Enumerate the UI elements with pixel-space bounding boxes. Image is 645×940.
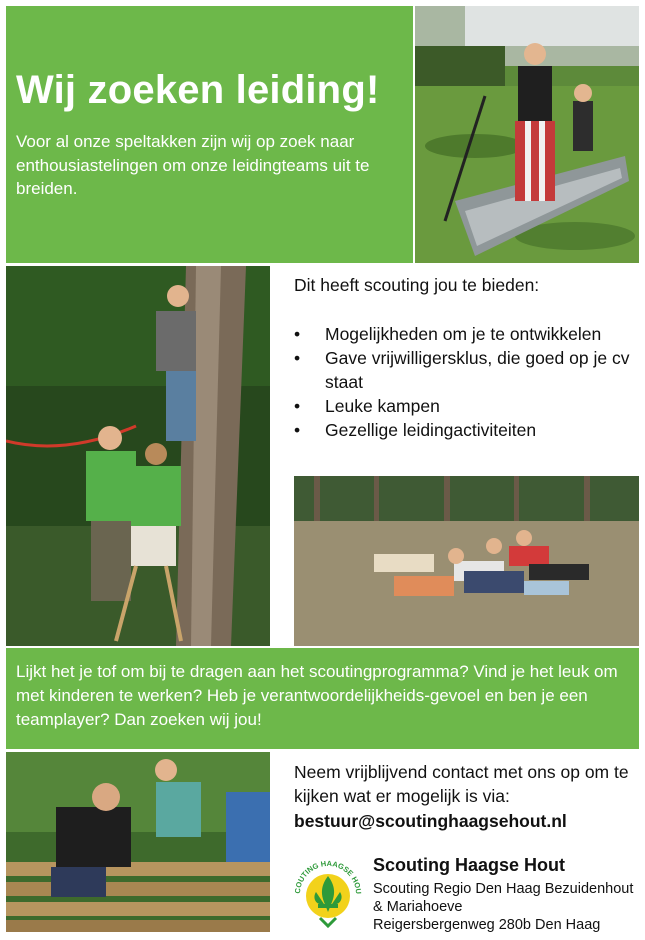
photo-boat-scouts — [415, 6, 639, 263]
list-item — [294, 394, 639, 418]
intro-text: Voor al onze speltakken zijn wij op zoek naar enthousiastelingen om onze leidingteams uit te breiden. — [16, 132, 370, 198]
list-item — [294, 418, 639, 442]
list-item — [294, 346, 639, 394]
organization-name: Scouting Haagse Hout — [373, 855, 566, 875]
offer-section — [294, 275, 639, 442]
scouting-logo — [292, 854, 364, 932]
bullet: • — [294, 348, 301, 368]
offer-list — [294, 322, 639, 442]
bullet: • — [294, 324, 301, 344]
offer-item-text: Mogelijkheden om je te ontwikkelen — [325, 324, 602, 344]
header-banner — [6, 6, 413, 263]
contact-text: Neem vrijblijvend contact met ons op om te kijken wat er mogelijk is via: — [294, 762, 629, 806]
contact-email-link[interactable]: bestuur@scoutinghaagsehout.nl — [294, 811, 567, 831]
list-item — [294, 322, 639, 346]
logo-text: COUTING HAAGSE HOU — [292, 858, 364, 895]
offer-item-text: Gave vrijwilligersklus, die goed op je cv staat — [325, 348, 630, 392]
offer-item-text: Gezellige leidingactiviteiten — [325, 420, 537, 440]
page-title: Wij zoeken leiding! — [16, 68, 380, 112]
offer-heading: Dit heeft scouting jou te bieden: — [294, 275, 540, 295]
bullet: • — [294, 396, 301, 416]
organization-region-line-1: Scouting Regio Den Haag Bezuidenhout — [373, 881, 634, 897]
call-to-action-text: Lijkt het je tof om bij te dragen aan het scoutingprogramma? Vind je het leuk om met kinderen te werken? Heb je verantwoordelijkheids-gevoel en ben je een teamplayer? Dan zoeken wij jou! — [16, 662, 618, 729]
bullet: • — [294, 420, 301, 440]
offer-item-text: Leuke kampen — [325, 396, 440, 416]
organization-info — [373, 855, 641, 934]
photo-climbing-tree — [6, 266, 270, 646]
photo-raft-building — [6, 752, 270, 932]
photo-scouts-lying-grass — [294, 476, 639, 646]
call-to-action-band — [6, 648, 639, 749]
organization-address: Reigersbergenweg 280b Den Haag — [373, 917, 601, 933]
contact-section — [294, 760, 639, 832]
organization-region-line-2: & Mariahoeve — [373, 899, 463, 915]
